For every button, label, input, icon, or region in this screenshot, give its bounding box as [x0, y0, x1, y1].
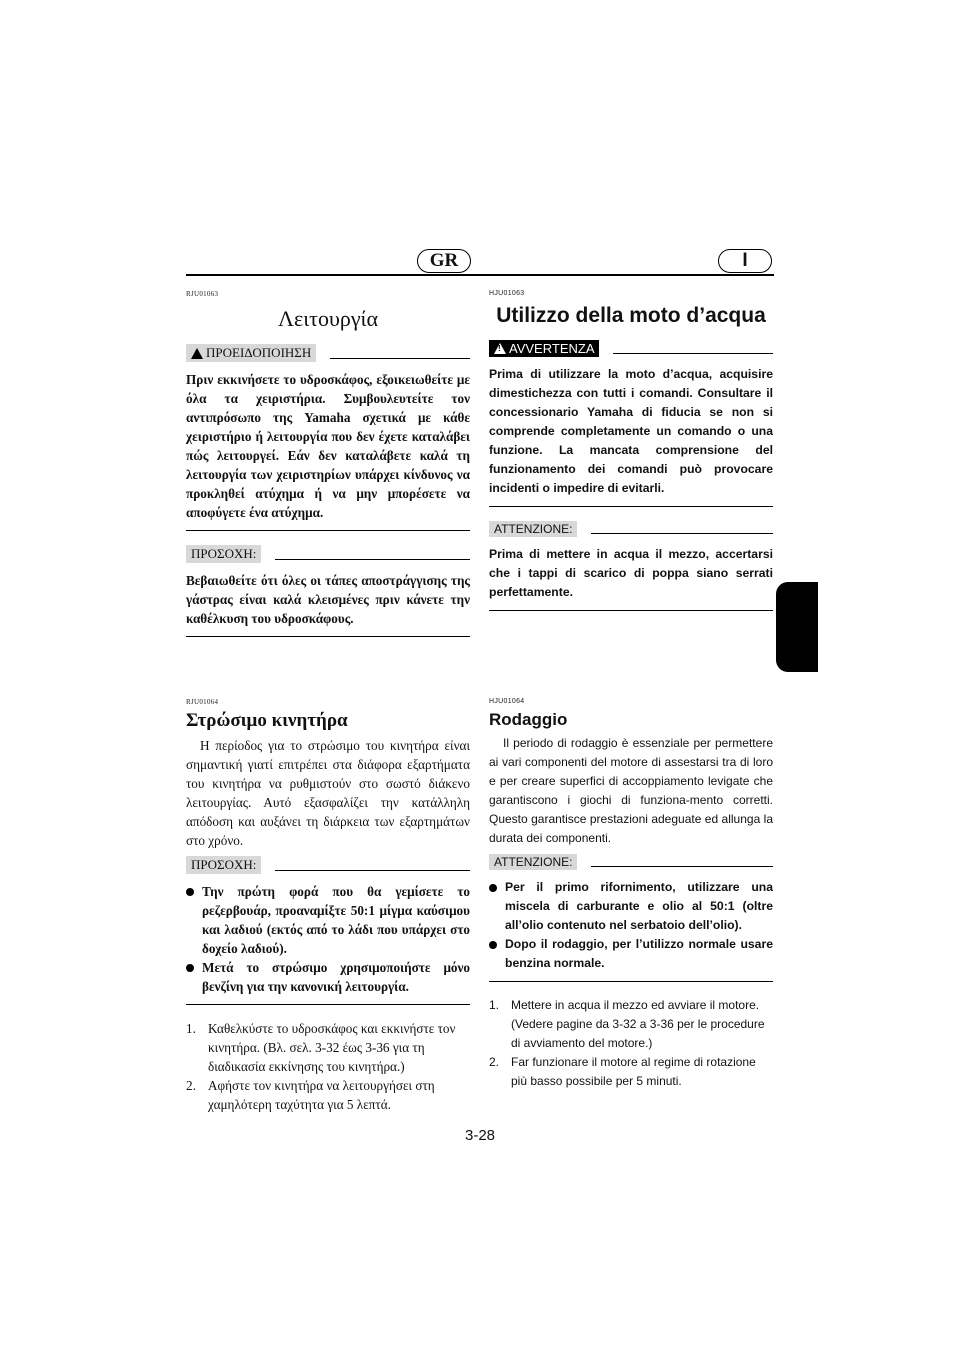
section-code: HJU01063 [489, 290, 525, 297]
warning-text: Πριν εκκινήσετε το υδροσκάφος, εξοικειωθείτε με όλα τα χειριστήρια. Συμβουλευτείτε τον αντιπρόσωπο της Yamaha σχετικά με κάθε χειριστήριο ή λειτουργία που δεν έχετε καταλάβει πώς λειτουργεί. Εάν δεν καταλάβετε καλά τη λειτουργία των χειριστηρίων υπάρχει κίνδυνος να προκληθεί ατύχημα ή να μην μπορέσετε να αποφύγετε ένα ατύχημα. [186, 372, 470, 520]
warning-label [186, 344, 316, 362]
step-item [489, 996, 773, 1053]
caution-label: ΠΡΟΣΟΧΗ: [186, 856, 261, 874]
caution-end-rule [186, 636, 470, 637]
warning-end-rule [489, 506, 773, 507]
warning-header [489, 340, 773, 357]
warning-label-text: AVVERTENZA [509, 341, 595, 356]
header-rule [186, 274, 774, 276]
section-title: Λειτουργία [278, 306, 378, 331]
italian-column [489, 290, 773, 625]
warning-triangle-icon [494, 343, 506, 354]
greek-section-breakin [186, 698, 470, 1114]
caution-text: Prima di mettere in acqua il mezzo, accertarsi che i tappi di scarico di poppa siano serrati perfettamente. [489, 547, 773, 599]
section-code: RJU01063 [186, 290, 219, 298]
bullet-item: Την πρώτη φορά που θα γεμίσετε το ρεζερβουάρ, προαναμίξτε 50:1 μίγμα καύσιμου και λαδιού (εκτός από το λάδι που υπάρχει στο δοχείο λαδιού). [186, 882, 470, 958]
caution-bullet-list [186, 882, 470, 996]
caution-bullet-list [489, 878, 773, 973]
section-title: Rodaggio [489, 710, 568, 729]
chapter-tab-marker [776, 582, 818, 672]
caution-end-rule [186, 1004, 470, 1005]
warning-label [489, 340, 599, 357]
step-number: 1. [489, 998, 500, 1012]
caution-end-rule [489, 610, 773, 611]
warning-label-text: ΠΡΟΕΙΔΟΠΟΙΗΣΗ [206, 345, 312, 360]
intro-paragraph: Il periodo di rodaggio è essenziale per permettere ai vari componenti del motore di assestarsi tra di loro e per creare superfici di accoppiamento levigate che garantiscono i giochi di funziona-mento corretti. Questo garantisce prestazioni adeguate ed allunga la durata dei componenti. [489, 736, 773, 845]
bullet-item: Μετά το στρώσιμο χρησιμοποιήστε μόνο βενζίνη για την κανονική λειτουργία. [186, 958, 470, 996]
procedure-steps [186, 1019, 470, 1114]
italian-section-operation [489, 290, 773, 611]
caution-header [489, 521, 773, 537]
step-text: Mettere in acqua il mezzo ed avviare il motore. (Vedere pagine da 3-32 a 3-36 per le procedure di avviamento del motore.) [511, 998, 765, 1050]
caution-header [186, 856, 470, 874]
label-rule [275, 870, 470, 871]
step-text: Αφήστε τον κινητήρα να λειτουργήσει στη χαμηλότερη ταχύτητα για 5 λεπτά. [208, 1078, 435, 1112]
label-rule [613, 353, 773, 354]
caution-label: ΠΡΟΣΟΧΗ: [186, 545, 261, 563]
greek-column [186, 290, 470, 651]
warning-header [186, 344, 470, 362]
italian-section-breakin [489, 698, 773, 1091]
step-number: 1. [186, 1021, 196, 1036]
step-item [489, 1053, 773, 1091]
section-title: Στρώσιμο κινητήρα [186, 710, 348, 731]
bullet-item: Dopo il rodaggio, per l’utilizzo normale usare benzina normale. [489, 935, 773, 973]
step-item [186, 1076, 470, 1114]
caution-text: Βεβαιωθείτε ότι όλες οι τάπες αποστράγγισης της γάστρας είναι καλά κλεισμένες πριν κάνετε την καθέλκυση του υδροσκάφους. [186, 573, 470, 626]
warning-triangle-icon [191, 348, 203, 359]
warning-end-rule [186, 530, 470, 531]
caution-header [489, 854, 773, 870]
step-item [186, 1019, 470, 1076]
label-rule [591, 866, 773, 867]
page-number: 3-28 [464, 1127, 496, 1144]
label-rule [591, 533, 773, 534]
step-number: 2. [186, 1078, 196, 1093]
greek-section-operation [186, 290, 470, 637]
caution-label: ATTENZIONE: [489, 854, 577, 870]
section-code: RJU01064 [186, 698, 219, 706]
bullet-item: Per il primo rifornimento, utilizzare una miscela di carburante e olio al 50:1 (oltre all’olio contenuto nel serbatoio dell’olio). [489, 878, 773, 935]
section-title: Utilizzo della moto d’acqua [496, 304, 766, 327]
caution-header [186, 545, 470, 563]
intro-paragraph: Η περίοδος για το στρώσιμο του κινητήρα είναι σημαντική γιατί επιτρέπει στα διάφορα εξαρτήματα του κινητήρα να ρυθμιστούν στο σωστό διάκενο λειτουργίας. Αυτό εξασφαλίζει την κατάλληλη απόδοση και αυξάνει τη διάρκεια των εξαρτημάτων στο χρόνο. [186, 738, 470, 848]
caution-end-rule [489, 981, 773, 982]
caution-label: ATTENZIONE: [489, 521, 577, 537]
step-number: 2. [489, 1055, 500, 1069]
procedure-steps [489, 996, 773, 1091]
warning-text: Prima di utilizzare la moto d’acqua, acquisire dimestichezza con tutti i comandi. Consultare il concessionario Yamaha di fiducia se non si comprende completamente un comando o una funzione. La mancata comprensione del funzionamento dei comandi può provocare incidenti o impedire di evitarli. [489, 367, 773, 495]
step-text: Καθελκύστε το υδροσκάφος και εκκινήστε τον κινητήρα. (Βλ. σελ. 3-32 έως 3-36 για τη διαδικασία εκκίνησης του κινητήρα.) [208, 1021, 456, 1074]
label-rule [330, 358, 470, 359]
step-text: Far funzionare il motore al regime di rotazione più basso possibile per 5 minuti. [511, 1055, 756, 1088]
section-code: HJU01064 [489, 698, 525, 705]
language-badge-greek: GR [417, 249, 471, 273]
language-badge-italian: I [718, 249, 772, 273]
label-rule [275, 559, 470, 560]
